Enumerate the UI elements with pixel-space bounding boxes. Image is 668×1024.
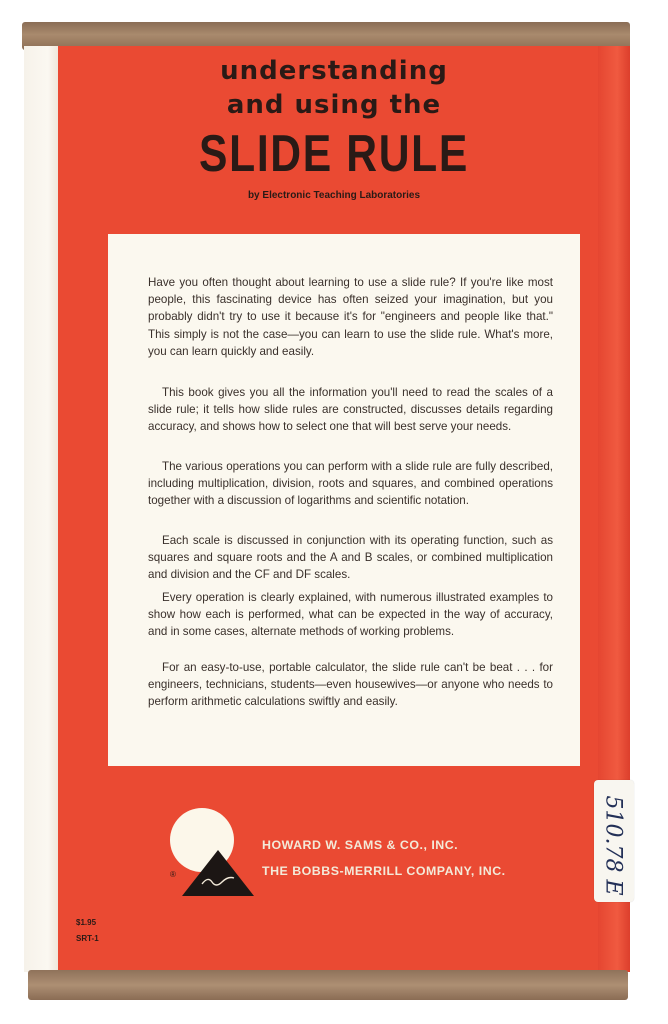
price-label: $1.95: [76, 918, 97, 927]
blurb-paragraph-6: For an easy-to-use, portable calculator, the slide rule can't be beat . . . for engineers, technicians, students—even housewives—or anyone who needs to perform arithmetic calculations swiftly and easily.: [148, 661, 553, 709]
blurb-paragraph-5: Every operation is clearly explained, with numerous illustrated examples to show how each is performed, what can be expected in the way of accuracy, and in some cases, alternate methods of working problems.: [148, 591, 553, 639]
title-main: SLIDE RULE: [199, 125, 469, 183]
title-line-2: and using the: [226, 90, 442, 120]
blurb-paragraph-1: Have you often thought about learning to use a slide rule? If you're like most people, this fascinating device has often seized your imagination, but you probably didn't try to use it because it's for "engineers and people like that." This simply is not the case—you can learn to use the slide rule. What's more, you can learn quickly and easily.: [148, 276, 553, 358]
cloth-binding-bottom: [28, 970, 628, 1000]
product-code: SRT-1: [76, 934, 99, 943]
registered-mark: ®: [170, 870, 176, 879]
call-number-text: 510.78 E: [600, 795, 626, 896]
title-line-1: understanding: [220, 56, 448, 86]
publisher-line-1: HOWARD W. SAMS & CO., INC.: [262, 838, 459, 852]
blurb-paragraph-4: Each scale is discussed in conjunction with its operating function, such as squares and square roots and the A and B scales, or combined multiplication and division and the CF and DF scales.: [148, 534, 553, 582]
jacket-flap-left: [24, 46, 58, 972]
blurb-paragraph-3: The various operations you can perform with a slide rule are fully described, including multiplication, division, roots and squares, and combined operations together with a discussion of logarithms and scientific notation.: [148, 460, 553, 508]
publisher-line-2: THE BOBBS-MERRILL COMPANY, INC.: [262, 864, 506, 878]
blurb-paragraph-2: This book gives you all the information you'll need to read the scales of a slide rule; it tells how slide rules are constructed, discusses details regarding accuracy, and shows how to select one that will best serve your needs.: [148, 386, 553, 434]
author-byline: by Electronic Teaching Laboratories: [247, 190, 421, 201]
publisher-logo-icon: [180, 848, 256, 898]
